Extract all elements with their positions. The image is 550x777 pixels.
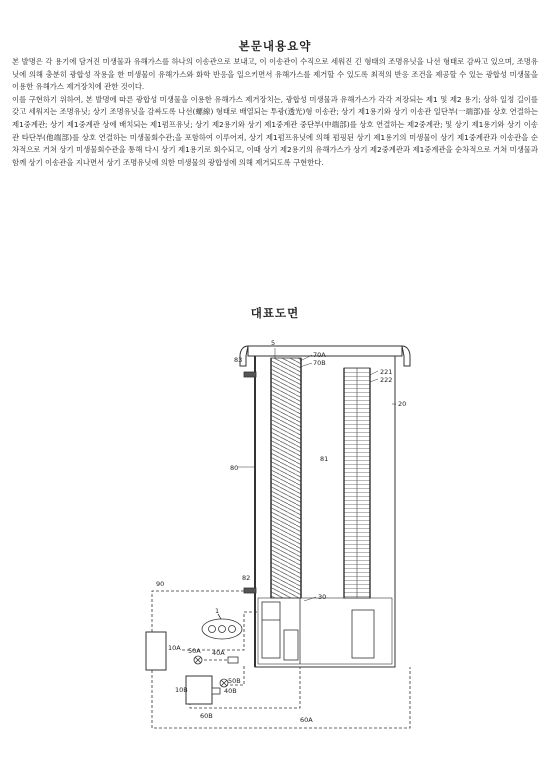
- label-70a: 70A: [313, 351, 326, 359]
- label-40b: 40B: [224, 687, 237, 695]
- label-60b: 60B: [200, 712, 213, 720]
- drawing-title: 대표도면: [250, 306, 300, 320]
- abstract-body: [12, 56, 538, 169]
- lighting-unit-coil: [271, 358, 301, 598]
- label-50a: 50A: [188, 647, 201, 655]
- abstract-paragraph-1: 본 발명은 각 용기에 담겨진 미생물과 유해가스를 하나의 이송관으로 보내고, 이 이송관이 수직으로 세워진 긴 형태의 조명유닛을 나선 형태로 감싸고 있으며, 조명유닛에 의해 충분히 광합성 작용을 한 미생물이 유해가스와 화학 반응을 일으키면서 유해가스를 제거할 수 있도록 최적의 반응 조건을 제공할 수 있는 광합성 미생물을 이용한 유해가스 제거장치에 관한 것이다.: [12, 57, 538, 92]
- spiral-transfer-tube: [344, 368, 370, 598]
- label-30: 30: [318, 593, 327, 601]
- abstract-title: 본문내용요약: [238, 39, 312, 53]
- label-81: 81: [320, 455, 329, 463]
- label-83: 83: [234, 356, 243, 364]
- label-40a: 40A: [212, 649, 225, 657]
- label-221: 221: [380, 368, 393, 376]
- detail-callout: [202, 614, 242, 639]
- label-10b: 10B: [175, 686, 188, 694]
- internal-components: [262, 598, 374, 664]
- label-50b: 50B: [228, 677, 241, 685]
- label-10a: 10A: [168, 644, 181, 652]
- label-1: 1: [215, 607, 220, 615]
- abstract-paragraph-2: 이를 구현하기 위하여, 본 발명에 따른 광합성 미생물을 이용한 유해가스 제거장치는, 광합성 미생물과 유해가스가 각각 저장되는 제1 및 제2 용기; 상하 일정 길이를 갖고 세워지는 조명유닛; 상기 조명유닛을 감싸도록 나선(螺線) 형태로 배열되는 투광(透光)형 이송관; 상기 제1용기와 상기 이송관 일단부(一端部)를 상호 연결하는 제1중계관; 상기 제1중계관 상에 배치되는 제1펌프유닛; 상기 제2용기와 상기 제1중계관 중단부(中端部)를 상호 연결하는 제2중계관; 및 상기 제1용기와 상기 이송관 타단부(他端部)를 상호 연결하는 미생물회수관;을 포함하여 이루어져, 상기 제1펌프유닛에 의해 펌핑된 상기 제1용기의 미생물이 상기 제1중계관과 이송관을 순차적으로 거쳐 상기 미생물회수관을 통해 다시 상기 제1용기로 회수되고, 이때 상기 제2용기의 유해가스가 상기 제2중계관과 제1중계관을 순차적으로 거쳐 미생물과 함께 상기 이송관을 지나면서 상기 조명유닛에 의한 미생물의 광합성에 의해 제거되도록 구현한다.: [12, 94, 538, 167]
- label-222: 222: [380, 376, 393, 384]
- label-90: 90: [156, 580, 165, 588]
- leader-lines: [238, 348, 396, 601]
- label-20: 20: [398, 400, 407, 408]
- label-80: 80: [230, 464, 239, 472]
- label-82: 82: [242, 574, 251, 582]
- label-60a: 60A: [300, 716, 313, 724]
- label-70b: 70B: [313, 359, 326, 367]
- representative-drawing: [0, 325, 550, 765]
- label-5: 5: [271, 339, 276, 347]
